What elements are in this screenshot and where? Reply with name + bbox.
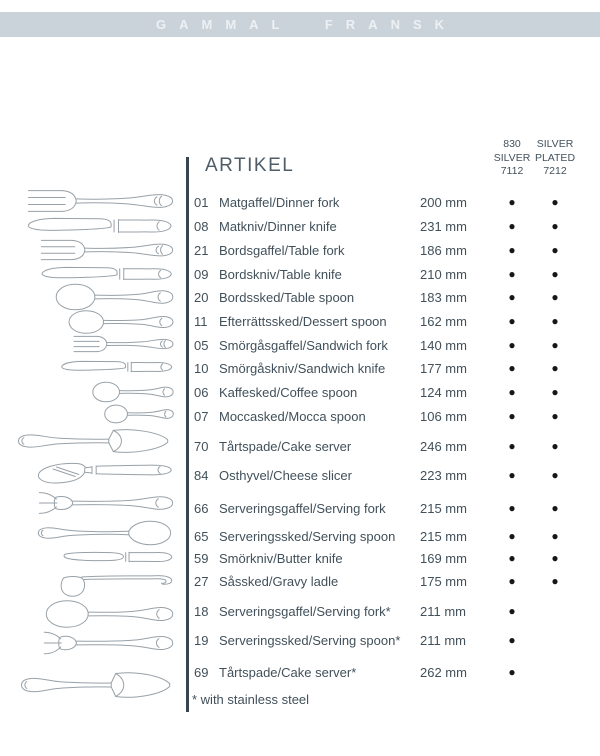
dot-silver-plated: ● bbox=[551, 267, 559, 281]
table-row bbox=[0, 267, 600, 284]
article-size: 186 mm bbox=[420, 243, 467, 258]
dot-830-silver: ● bbox=[508, 361, 516, 375]
table-row bbox=[0, 551, 600, 568]
dot-silver-plated: ● bbox=[551, 385, 559, 399]
dot-silver-plated: ● bbox=[551, 361, 559, 375]
article-code: 59 bbox=[194, 551, 209, 566]
article-size: 215 mm bbox=[420, 501, 467, 516]
dot-830-silver: ● bbox=[508, 551, 516, 565]
dot-830-silver: ● bbox=[508, 195, 516, 209]
article-code: 69 bbox=[194, 665, 209, 680]
table-row bbox=[0, 468, 600, 485]
table-row bbox=[0, 501, 600, 518]
article-code: 21 bbox=[194, 243, 209, 258]
dot-silver-plated: ● bbox=[551, 338, 559, 352]
dot-830-silver: ● bbox=[508, 529, 516, 543]
dot-silver-plated: ● bbox=[551, 439, 559, 453]
table-row bbox=[0, 529, 600, 546]
column-header-line: 7112 bbox=[500, 165, 524, 177]
article-name: Serveringssked/Serving spoon* bbox=[219, 633, 401, 648]
article-name: Serveringsgaffel/Serving fork* bbox=[219, 604, 391, 619]
article-code: 09 bbox=[194, 267, 209, 282]
article-code: 07 bbox=[194, 409, 209, 424]
table-row bbox=[0, 195, 600, 212]
dot-830-silver: ● bbox=[508, 409, 516, 423]
dot-silver-plated: ● bbox=[551, 468, 559, 482]
article-name: Serveringsgaffel/Serving fork bbox=[219, 501, 386, 516]
table-row bbox=[0, 409, 600, 426]
dot-silver-plated: ● bbox=[551, 574, 559, 588]
article-code: 11 bbox=[194, 314, 208, 329]
dot-silver-plated: ● bbox=[551, 290, 559, 304]
article-size: 215 mm bbox=[420, 529, 467, 544]
article-name: Bordssked/Table spoon bbox=[219, 290, 355, 305]
article-name: Bordsgaffel/Table fork bbox=[219, 243, 345, 258]
article-name: Osthyvel/Cheese slicer bbox=[219, 468, 352, 483]
article-code: 06 bbox=[194, 385, 209, 400]
article-size: 200 mm bbox=[420, 195, 467, 210]
table-row bbox=[0, 243, 600, 260]
article-name: Tårtspade/Cake server bbox=[219, 439, 352, 454]
article-size: 162 mm bbox=[420, 314, 467, 329]
article-size: 183 mm bbox=[420, 290, 467, 305]
dot-830-silver: ● bbox=[508, 468, 516, 482]
dot-830-silver: ● bbox=[508, 385, 516, 399]
article-name: Moccasked/Mocca spoon bbox=[219, 409, 366, 424]
table-row bbox=[0, 574, 600, 591]
article-code: 70 bbox=[194, 439, 209, 454]
article-code: 05 bbox=[194, 338, 209, 353]
article-size: 246 mm bbox=[420, 439, 467, 454]
article-code: 01 bbox=[194, 195, 209, 210]
dot-830-silver: ● bbox=[508, 665, 516, 679]
dot-830-silver: ● bbox=[508, 338, 516, 352]
article-code: 18 bbox=[194, 604, 209, 619]
table-row bbox=[0, 633, 600, 650]
article-size: 140 mm bbox=[420, 338, 467, 353]
article-code: 10 bbox=[194, 361, 209, 376]
column-header-line: SILVER bbox=[493, 151, 531, 164]
column-header-line: PLATED bbox=[534, 151, 576, 164]
dot-830-silver: ● bbox=[508, 290, 516, 304]
dot-830-silver: ● bbox=[508, 314, 516, 328]
dot-830-silver: ● bbox=[508, 574, 516, 588]
dot-silver-plated: ● bbox=[551, 409, 559, 423]
article-size: 231 mm bbox=[420, 219, 467, 234]
dot-silver-plated: ● bbox=[551, 501, 559, 515]
article-size: 177 mm bbox=[420, 361, 467, 376]
dot-silver-plated: ● bbox=[551, 551, 559, 565]
dot-silver-plated: ● bbox=[551, 529, 559, 543]
dot-silver-plated: ● bbox=[551, 195, 559, 209]
article-name: Smörkniv/Butter knife bbox=[219, 551, 343, 566]
article-size: 211 mm bbox=[420, 633, 466, 648]
article-name: Efterrättssked/Dessert spoon bbox=[219, 314, 387, 329]
article-size: 223 mm bbox=[420, 468, 467, 483]
dot-830-silver: ● bbox=[508, 243, 516, 257]
table-left-rule bbox=[186, 157, 189, 712]
dot-830-silver: ● bbox=[508, 219, 516, 233]
article-code: 20 bbox=[194, 290, 209, 305]
table-row bbox=[0, 338, 600, 355]
article-code: 08 bbox=[194, 219, 209, 234]
article-name: Matgaffel/Dinner fork bbox=[219, 195, 340, 210]
column-header-silver-plated bbox=[520, 138, 590, 179]
article-code: 27 bbox=[194, 574, 209, 589]
dot-silver-plated: ● bbox=[551, 243, 559, 257]
dot-830-silver: ● bbox=[508, 501, 516, 515]
article-code: 84 bbox=[194, 468, 209, 483]
dot-830-silver: ● bbox=[508, 439, 516, 453]
article-code: 65 bbox=[194, 529, 209, 544]
article-size: 211 mm bbox=[420, 604, 466, 619]
table-row bbox=[0, 361, 600, 378]
article-size: 106 mm bbox=[420, 409, 467, 424]
article-name: Såssked/Gravy ladle bbox=[219, 574, 339, 589]
table-row bbox=[0, 219, 600, 236]
table-row bbox=[0, 314, 600, 331]
article-code: 19 bbox=[194, 633, 209, 648]
article-size: 262 mm bbox=[420, 665, 467, 680]
series-title: GAMMAL FRANSK bbox=[155, 17, 458, 32]
article-name: Matkniv/Dinner knife bbox=[219, 219, 337, 234]
table-row bbox=[0, 290, 600, 307]
article-name: Bordskniv/Table knife bbox=[219, 267, 342, 282]
article-code: 66 bbox=[194, 501, 209, 516]
column-header-line: SILVER bbox=[536, 138, 574, 150]
dot-830-silver: ● bbox=[508, 604, 516, 618]
dot-830-silver: ● bbox=[508, 633, 516, 647]
table-header-artikel: ARTIKEL bbox=[205, 155, 295, 176]
article-name: Smörgåsgaffel/Sandwich fork bbox=[219, 338, 388, 353]
article-size: 175 mm bbox=[420, 574, 467, 589]
table-row bbox=[0, 439, 600, 456]
dot-silver-plated: ● bbox=[551, 314, 559, 328]
dot-830-silver: ● bbox=[508, 267, 516, 281]
column-header-line: 830 bbox=[503, 138, 521, 150]
article-name: Smörgåskniv/Sandwich knife bbox=[219, 361, 386, 376]
table-row bbox=[0, 385, 600, 402]
stainless-steel-footnote: * with stainless steel bbox=[192, 692, 310, 707]
table-row bbox=[0, 665, 600, 682]
article-name: Tårtspade/Cake server* bbox=[219, 665, 357, 680]
article-name: Kaffesked/Coffee spoon bbox=[219, 385, 358, 400]
article-size: 124 mm bbox=[420, 385, 467, 400]
table-row bbox=[0, 604, 600, 621]
column-header-line: 7212 bbox=[543, 165, 567, 177]
article-size: 169 mm bbox=[420, 551, 467, 566]
article-size: 210 mm bbox=[420, 267, 467, 282]
dot-silver-plated: ● bbox=[551, 219, 559, 233]
article-name: Serveringssked/Serving spoon bbox=[219, 529, 396, 544]
